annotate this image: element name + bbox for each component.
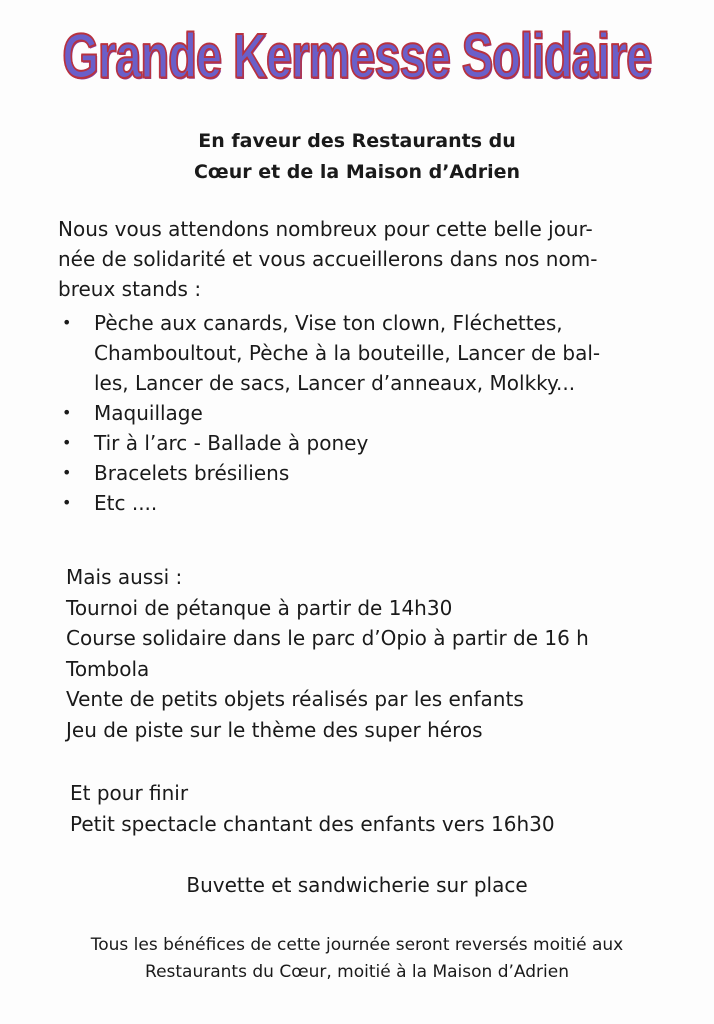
- list-item-text: Maquillage: [94, 401, 203, 425]
- stands-list: [58, 308, 678, 518]
- list-item-text: Tir à l’arc - Ballade à poney: [94, 431, 369, 455]
- subtitle-line-1: En faveur des Restaurants du: [198, 130, 516, 152]
- bullet-icon: •: [62, 493, 72, 512]
- footer-line-1: Tous les bénéfices de cette journée seront reversés moitié aux: [90, 935, 624, 955]
- also-heading: Mais aussi :: [66, 565, 183, 589]
- refreshments-note: Buvette et sandwicherie sur place: [186, 873, 528, 897]
- list-item-text: Etc ....: [94, 491, 158, 515]
- flyer-title: Grande Kermesse Solidaire: [62, 19, 652, 91]
- footer-note: [0, 932, 714, 986]
- list-item: [58, 308, 678, 398]
- also-item: Jeu de piste sur le thème des super héros: [66, 717, 483, 742]
- list-item-text: Chamboultout, Pèche à la bouteille, Lancer de bal-: [94, 341, 601, 365]
- intro-line: breux stands :: [58, 277, 202, 301]
- intro-line: née de solidarité et vous accueillerons dans nos nom-: [58, 247, 598, 271]
- also-item: Course solidaire dans le parc d’Opio à partir de 16 h: [66, 626, 589, 650]
- list-item-text: Bracelets brésiliens: [94, 461, 290, 485]
- also-item: Tournoi de pétanque à partir de 14h30: [66, 595, 453, 620]
- flyer-subtitle: [0, 126, 714, 188]
- list-item-text: les, Lancer de sacs, Lancer d’anneaux, Molkky...: [94, 371, 576, 395]
- bullet-icon: •: [62, 463, 72, 482]
- list-item: [58, 458, 678, 488]
- intro-line: Nous vous attendons nombreux pour cette belle jour-: [58, 217, 593, 241]
- finale-item: Petit spectacle chantant des enfants vers 16h30: [70, 812, 555, 836]
- list-item: [58, 398, 678, 428]
- list-item: [58, 488, 678, 518]
- intro-paragraph: [58, 214, 678, 304]
- footer-line-2: Restaurants du Cœur, moitié à la Maison d’Adrien: [145, 962, 569, 982]
- finale-heading: Et pour finir: [70, 781, 189, 805]
- bullet-icon: •: [62, 313, 72, 332]
- bullet-icon: •: [62, 433, 72, 452]
- list-item-text: Pèche aux canards, Vise ton clown, Fléchettes,: [94, 311, 563, 335]
- list-item: [58, 428, 678, 458]
- bullet-icon: •: [62, 403, 72, 422]
- also-section: [66, 562, 686, 745]
- also-item: Vente de petits objets réalisés par les enfants: [66, 687, 524, 711]
- subtitle-line-2: Cœur et de la Maison d’Adrien: [193, 161, 521, 183]
- also-item: Tombola: [66, 656, 150, 681]
- finale-section: [70, 778, 690, 840]
